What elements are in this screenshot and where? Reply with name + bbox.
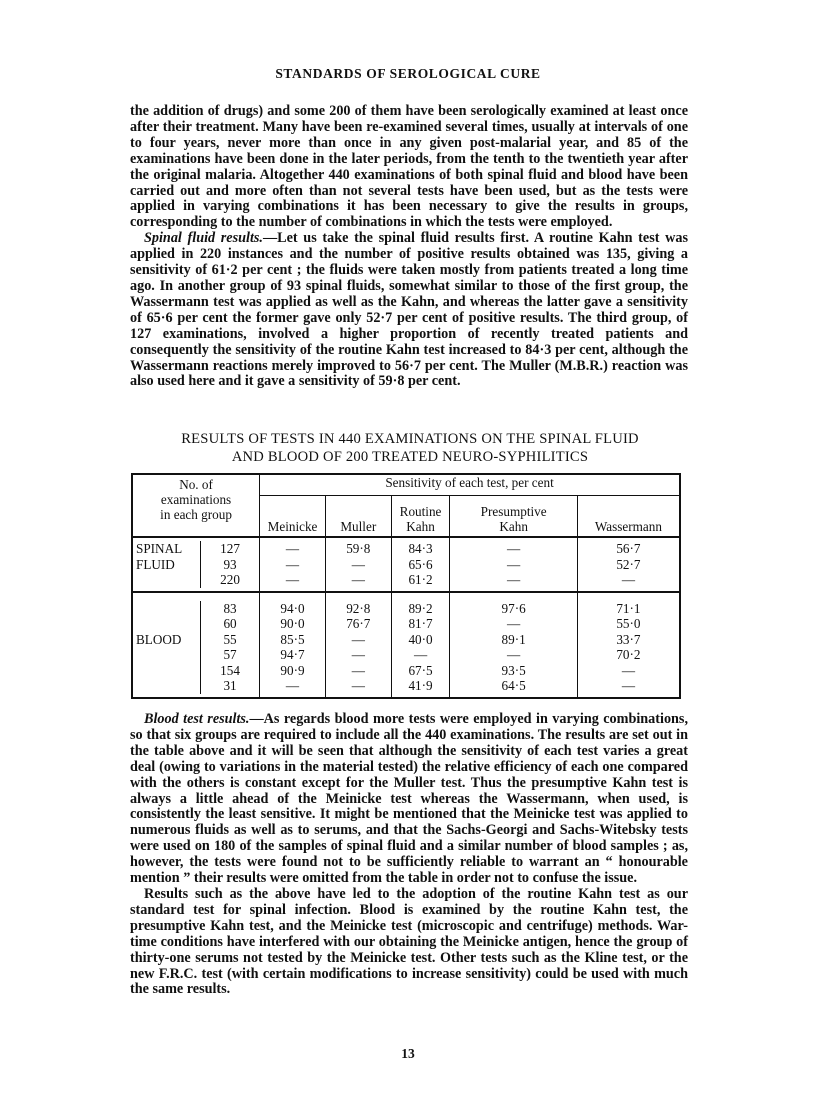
running-head: STANDARDS OF SEROLOGICAL CURE <box>275 66 541 81</box>
page-number: 13 <box>401 1046 415 1061</box>
table-cell: 64·5 <box>501 678 526 693</box>
table-cell: — <box>285 678 300 693</box>
table-cell: 56·7 <box>616 541 641 556</box>
body-bottom <box>130 712 688 998</box>
table-cell: — <box>285 556 300 572</box>
blood-test-runin: Blood test results. <box>144 711 250 727</box>
table-cell: 57 <box>223 647 237 662</box>
table-cell: 127 <box>220 541 240 556</box>
table-cell: 31 <box>223 678 237 693</box>
table-cell: 89·2 <box>408 600 433 616</box>
table-caption <box>130 430 690 466</box>
table-cell: — <box>621 662 635 678</box>
spinal-routine-col <box>391 537 450 592</box>
table-cell: 93 <box>223 556 237 572</box>
col-wassermann: Wassermann <box>577 496 680 538</box>
table-cell: — <box>507 556 521 572</box>
col-routine-line1: Routine <box>399 504 442 519</box>
blood-group <box>132 592 680 698</box>
table-cell: 220 <box>220 572 240 587</box>
paragraph-3-text: —As regards blood more tests were employed in varying combinations, so that six groups are required to include all the 440 examinations. The results are set out in the table above and it will be seen that although the sensitivity of each test varies a great deal (owing to variations in the material tested) the relative efficiency of each one compared with the others is constant except for the Muller test. Thus the presumptive Kahn test is always a little ahead of the Meinicke test whereas the Wassermann, when used, is consistently the least sensitive. It might be mentioned that the Meinicke test was applied to numerous fluids as well as to serums, and that the Sachs-Georgi and Sachs-Witebsky tests were used on 180 of the samples of spinal fluid and a similar number of blood samples ; as, however, the tests were found not to be sufficiently reliable to warrant an “ honourable mention ” their results were omitted from the table in order not to confuse the issue. <box>130 711 688 887</box>
col-presumptive-line1: Presumptive <box>480 504 547 519</box>
table-cell: 83 <box>223 600 237 616</box>
paragraph-1: the addition of drugs) and some 200 of them have been serologically examined at least once after their treatment. Many have been re-examined several times, usually at intervals of one to four years, never more than once in any given post-malarial year, and 85 of the examinations have been done in the later periods, from the tenth to the twentieth year after the original malaria. Altogether 440 examinations of both spinal fluid and blood have been carried out and more often than not several tests have been used, but as the tests were applied in varying combinations it has been necessary to give the results in groups, corresponding to the number of combinations in which the tests were employed. <box>130 103 688 231</box>
table-cell: 92·8 <box>346 600 371 616</box>
table-cell: 85·5 <box>280 631 305 647</box>
spinal-n-values <box>201 541 259 588</box>
blood-n-values <box>201 601 259 694</box>
spinal-stub <box>132 537 260 592</box>
stub-header <box>132 474 260 537</box>
blood-wassermann-col <box>577 592 680 698</box>
table-cell: — <box>351 678 365 693</box>
table-cell: 76·7 <box>346 616 371 631</box>
table-cell: 60 <box>223 616 237 631</box>
spanner-header: Sensitivity of each test, per cent <box>260 474 680 496</box>
paragraph-2 <box>130 231 688 390</box>
table-cell: 90·9 <box>280 662 305 678</box>
table-cell: 71·1 <box>616 600 641 616</box>
table-cell: 89·1 <box>501 631 526 647</box>
col-meinicke: Meinicke <box>260 496 326 538</box>
spinal-group <box>132 537 680 592</box>
table-cell: — <box>351 662 365 678</box>
table-cell: 90·0 <box>280 616 305 631</box>
table-cell: 81·7 <box>408 616 433 631</box>
col-routine-kahn <box>391 496 450 538</box>
table-cell: 93·5 <box>501 662 526 678</box>
table-cell: 52·7 <box>616 556 641 572</box>
table-cell: — <box>351 556 365 572</box>
table-cell: — <box>621 572 635 587</box>
table-cell: 41·9 <box>408 678 433 693</box>
paragraph-4: Results such as the above have led to the adoption of the routine Kahn test as our standard test for spinal infection. Blood is examined by the routine Kahn test, the presumptive Kahn test, and the Meinicke test (microscopic and centrifuge) methods. War-time conditions have interfered with our obtaining the Meinicke antigen, hence the group of thirty-one serums not tested by the Meinicke test. Other tests such as the Kline test, or the new F.R.C. test (with certain modifications to increase sensitivity) could be used with much the same results. <box>130 885 688 998</box>
spinal-wassermann-col <box>577 537 680 592</box>
table-cell: 94·7 <box>280 647 305 662</box>
table-cell: 70·2 <box>616 647 641 662</box>
table-cell: — <box>351 631 365 647</box>
spinal-label <box>133 541 201 588</box>
paragraph-2-text: —Let us take the spinal fluid results first. A routine Kahn test was applied in 220 instances and the number of positive results obtained was 135, giving a sensitivity of 61·2 per cent ; the fluids were taken mostly from patients treated a long time ago. In another group of 93 spinal fluids, somewhat similar to those of the first group, the Wassermann test was applied as well as the Kahn, and whereas the latter gave a sensitivity of 65·6 per cent the former gave only 52·7 per cent of positive results. The third group, of 127 examinations, involved a higher proportion of recently treated patients and consequently the sensitivity of the routine Kahn test increased to 84·3 per cent, although the Wassermann reactions merely improved to 56·7 per cent. The Muller (M.B.R.) reaction was also used here and it gave a sensitivity of 59·8 per cent. <box>130 230 688 390</box>
stub-header-line1: No. of <box>179 477 213 492</box>
paragraph-3 <box>130 712 688 887</box>
table-title-line2: AND BLOOD OF 200 TREATED NEURO-SYPHILITICS <box>231 449 589 465</box>
table-cell: — <box>413 647 428 662</box>
blood-presumptive-col <box>450 592 577 698</box>
table-cell: 97·6 <box>501 600 526 616</box>
table-cell: 33·7 <box>616 631 641 647</box>
spinal-presumptive-col <box>450 537 577 592</box>
table-cell: 154 <box>220 662 240 678</box>
table-cell: 61·2 <box>408 572 433 587</box>
stub-header-line2: examinations <box>160 492 232 507</box>
stub-header-line3: in each group <box>160 507 232 522</box>
table-cell: — <box>621 678 635 693</box>
spinal-label-line2: FLUID <box>136 556 175 572</box>
table-title-line1: RESULTS OF TESTS IN 440 EXAMINATIONS ON THE SPINAL FLUID <box>181 431 639 447</box>
table-cell: 59·8 <box>346 541 371 556</box>
table-cell: — <box>285 572 300 587</box>
col-muller: Muller <box>325 496 391 538</box>
col-presumptive-kahn <box>450 496 577 538</box>
blood-label: BLOOD <box>136 631 182 647</box>
col-presumptive-line2: Kahn <box>499 519 528 534</box>
blood-label-col <box>133 601 201 694</box>
blood-muller-col <box>325 592 391 698</box>
table-cell: — <box>507 541 521 556</box>
blood-stub <box>132 592 260 698</box>
table-cell: — <box>285 541 300 556</box>
table-cell: — <box>507 647 521 662</box>
table-cell: 55·0 <box>616 616 641 631</box>
table-cell: — <box>351 647 365 662</box>
spinal-muller-col <box>325 537 391 592</box>
spinal-meinicke-col <box>260 537 326 592</box>
results-table <box>131 473 681 699</box>
table-cell: 65·6 <box>408 556 433 572</box>
table-cell: — <box>507 572 521 587</box>
spinal-label-line1: SPINAL <box>136 541 183 556</box>
blood-routine-col <box>391 592 450 698</box>
table-cell: 84·3 <box>408 541 433 556</box>
table-cell: 40·0 <box>408 631 433 647</box>
table-cell: 67·5 <box>408 662 433 678</box>
blood-meinicke-col <box>260 592 326 698</box>
table-cell: 94·0 <box>280 600 305 616</box>
spinal-fluid-runin: Spinal fluid results. <box>144 230 263 247</box>
table-cell: — <box>507 616 521 631</box>
body-top <box>130 104 688 390</box>
table-cell: 55 <box>223 631 237 647</box>
table-cell: — <box>351 572 365 587</box>
col-routine-line2: Kahn <box>406 519 435 534</box>
